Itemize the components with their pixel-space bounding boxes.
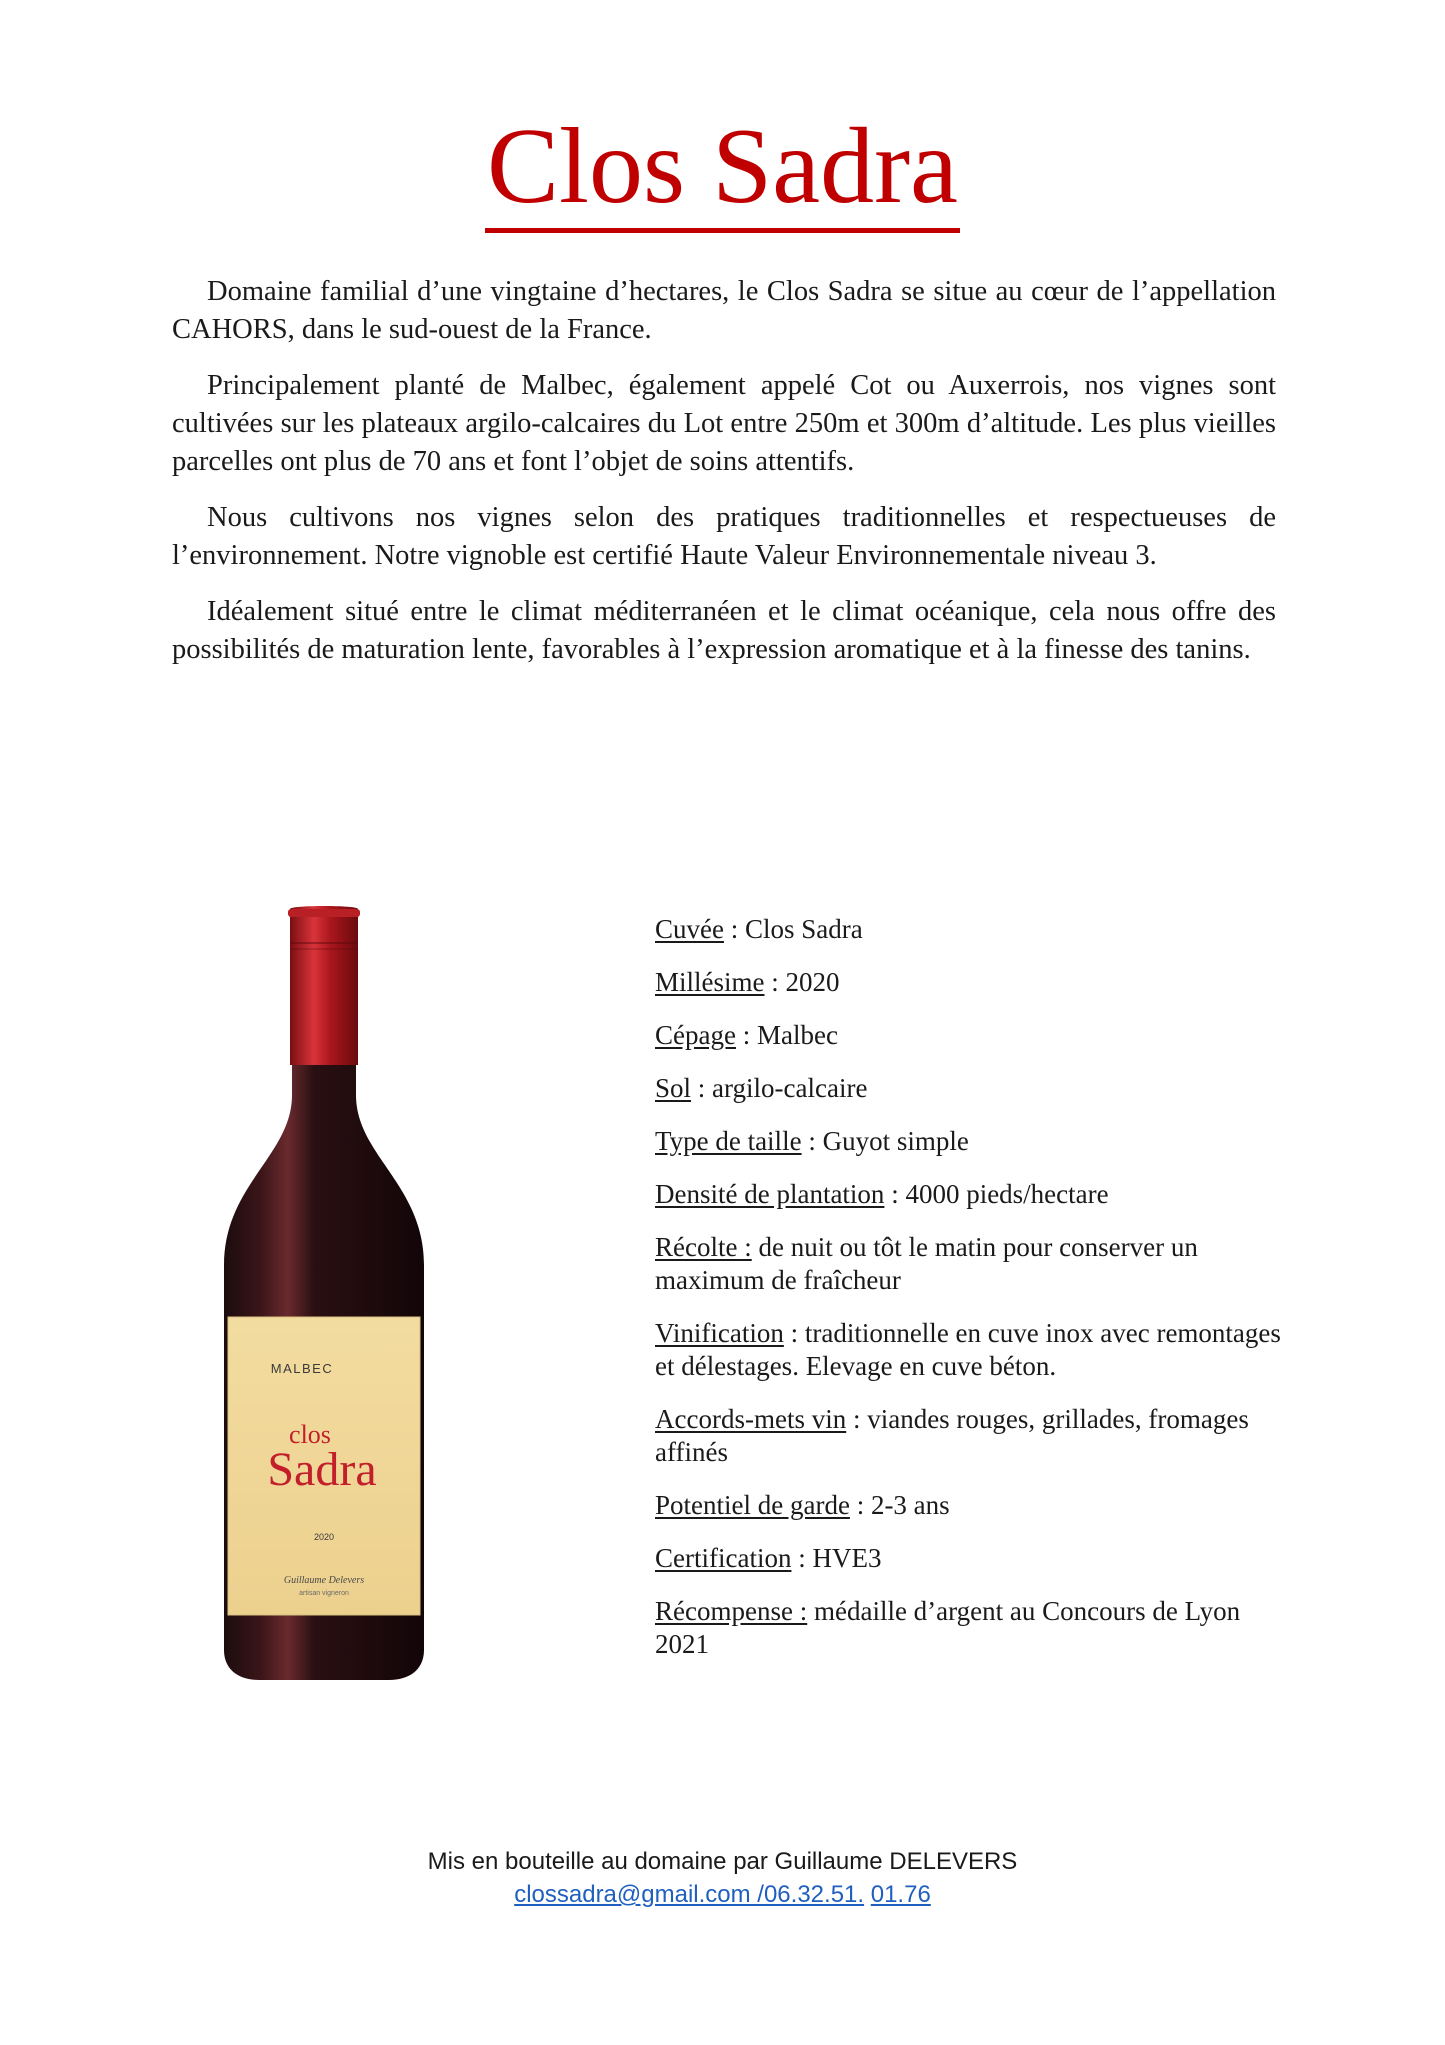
wine-bottle-image bbox=[214, 905, 434, 1685]
footer bbox=[0, 1845, 1445, 1911]
spec-label: Récolte : bbox=[655, 1232, 752, 1262]
spec-recolte bbox=[655, 1231, 1295, 1297]
spec-value: : viandes rouges, grillades, fromages affinés bbox=[655, 1404, 1249, 1467]
spec-certification bbox=[655, 1542, 1295, 1575]
spec-label: Sol bbox=[655, 1073, 692, 1103]
label-subtitle: artisan vigneron bbox=[299, 1590, 349, 1597]
phone-link[interactable]: 01.76 bbox=[870, 1881, 931, 1908]
label-brand-small: clos bbox=[289, 1420, 331, 1449]
spec-value: : 4000 pieds/hectare bbox=[884, 1179, 1109, 1209]
spec-label: Accords-mets vin bbox=[655, 1404, 847, 1434]
email-link[interactable]: clossadra@gmail.com /06.32.51. bbox=[514, 1881, 865, 1908]
spec-cepage bbox=[655, 1019, 1295, 1052]
spec-cuvee bbox=[655, 913, 1295, 946]
spec-sol bbox=[655, 1072, 1295, 1105]
spec-densite bbox=[655, 1178, 1295, 1211]
spec-garde bbox=[655, 1489, 1295, 1522]
spec-label: Cépage bbox=[655, 1020, 736, 1050]
page-title bbox=[0, 108, 1445, 226]
spec-label: Cuvée bbox=[655, 914, 724, 944]
spec-taille bbox=[655, 1125, 1295, 1158]
spec-recompense bbox=[655, 1595, 1295, 1661]
footer-bottling-note: Mis en bouteille au domaine par Guillaume DELEVERS bbox=[427, 1848, 1018, 1875]
spec-label: Vinification bbox=[655, 1318, 784, 1348]
spec-label: Récompense : bbox=[655, 1596, 808, 1626]
bottle-capsule bbox=[290, 906, 358, 1065]
spec-accords bbox=[655, 1403, 1295, 1469]
bottle-illustration bbox=[214, 905, 434, 1685]
spec-value: : traditionnelle en cuve inox avec remontages et délestages. Elevage en cuve béton. bbox=[655, 1318, 1281, 1381]
spec-value: : Clos Sadra bbox=[723, 914, 863, 944]
page-title-text: Clos Sadra bbox=[485, 107, 960, 233]
label-brand-large: Sadra bbox=[267, 1443, 377, 1496]
intro-paragraph: Idéalement situé entre le climat méditerranéen et le climat océanique, cela nous offre des possibilités de maturation lente, favorables à l’expression aromatique et à la finesse des tanins. bbox=[172, 596, 1276, 665]
spec-value: : argilo-calcaire bbox=[691, 1073, 868, 1103]
spec-value: : HVE3 bbox=[791, 1543, 882, 1573]
spec-value: médaille d’argent au Concours de Lyon 2021 bbox=[655, 1596, 1241, 1659]
spec-millesime bbox=[655, 966, 1295, 999]
label-vintage: 2020 bbox=[313, 1532, 335, 1542]
spec-label: Potentiel de garde bbox=[655, 1490, 850, 1520]
spec-value: : Guyot simple bbox=[801, 1126, 969, 1156]
spec-value: : Malbec bbox=[735, 1020, 838, 1050]
wine-specs bbox=[655, 913, 1295, 1681]
spec-value: de nuit ou tôt le matin pour conserver un maximum de fraîcheur bbox=[655, 1232, 1198, 1295]
intro-paragraph: Nous cultivons nos vignes selon des pratiques traditionnelles et respectueuses de l’environnement. Notre vignoble est certifié Haute Valeur Environnementale niveau 3. bbox=[172, 502, 1276, 571]
spec-label: Certification bbox=[655, 1543, 792, 1573]
spec-value: : 2-3 ans bbox=[849, 1490, 950, 1520]
intro-text bbox=[172, 273, 1276, 687]
spec-label: Densité de plantation bbox=[655, 1179, 885, 1209]
footer-contact bbox=[0, 1878, 1445, 1911]
label-signature: Guillaume Delevers bbox=[283, 1575, 365, 1586]
intro-paragraph: Principalement planté de Malbec, également appelé Cot ou Auxerrois, nos vignes sont cultivées sur les plateaux argilo-calcaires du Lot entre 250m et 300m d’altitude. Les plus vieilles parcelles ont plus de 70 ans et font l’objet de soins attentifs. bbox=[172, 370, 1276, 477]
spec-label: Type de taille bbox=[655, 1126, 802, 1156]
capsule-top bbox=[288, 909, 360, 917]
spec-value: : 2020 bbox=[764, 967, 840, 997]
label-grape: MALBEC bbox=[270, 1361, 334, 1376]
spec-vinification bbox=[655, 1317, 1295, 1383]
spec-label: Millésime bbox=[655, 967, 765, 997]
intro-paragraph: Domaine familial d’une vingtaine d’hectares, le Clos Sadra se situe au cœur de l’appellation CAHORS, dans le sud-ouest de la France. bbox=[172, 276, 1276, 345]
